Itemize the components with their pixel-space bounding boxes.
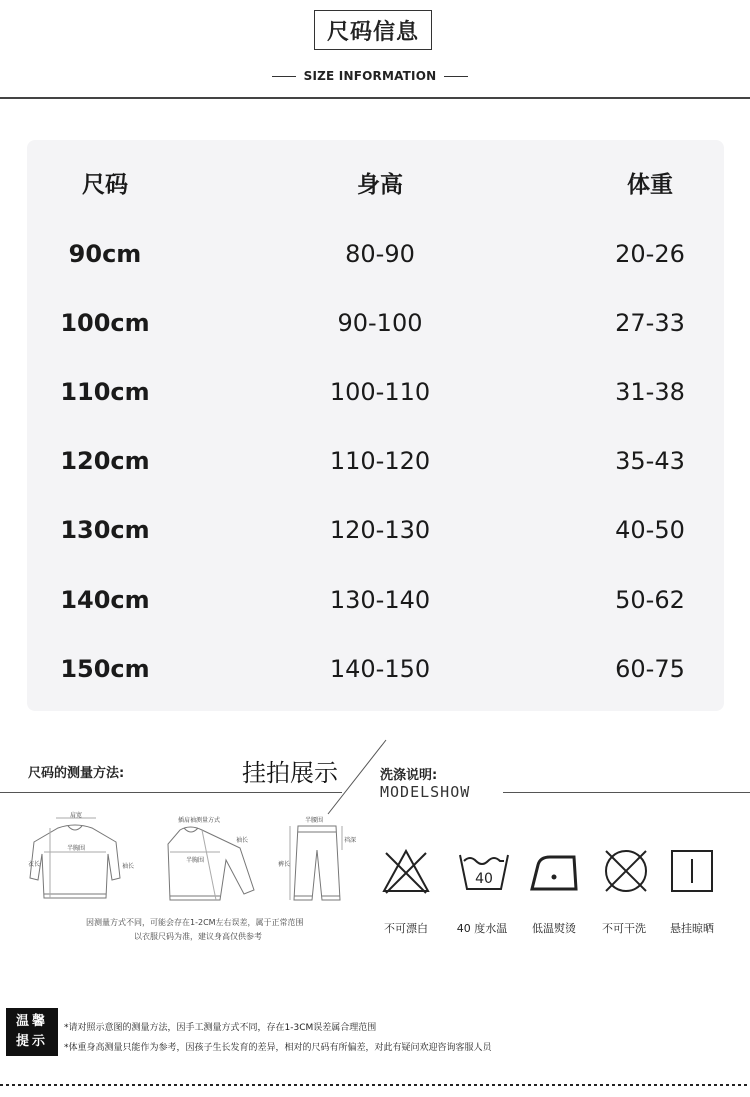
low-iron-icon	[528, 845, 580, 897]
table-row	[27, 234, 724, 274]
notice-line: *体重身高测量只能作为参考，因孩子生长发育的差异，相对的尺码有所偏差，对此有疑问欢迎咨询客服人员	[64, 1043, 492, 1053]
table-row	[27, 649, 724, 689]
section-divider-right	[503, 792, 750, 793]
height-cell: 100-110	[329, 378, 431, 406]
wash-40-icon	[458, 845, 510, 897]
care-label-wash-temp: 40 度水温	[456, 922, 508, 935]
model-show-english: MODELSHOW	[380, 783, 471, 801]
sweater-diagram-icon	[30, 818, 120, 898]
page-title: 尺码信息	[314, 10, 432, 50]
height-cell: 80-90	[345, 240, 415, 268]
notice-badge-line1: 温馨	[15, 1014, 48, 1029]
sleeve-length-label: 袖长	[122, 863, 135, 870]
raglan-bust-label: 半胸围	[185, 857, 205, 864]
column-header-size: 尺码	[82, 172, 128, 198]
washing-instructions-label: 洗涤说明:	[380, 768, 438, 783]
care-label-no-dry-clean: 不可干洗	[602, 922, 646, 935]
wash-temp-text: 40	[475, 871, 493, 887]
height-cell: 140-150	[329, 655, 431, 683]
weight-cell: 20-26	[615, 240, 685, 268]
notice-badge-line2: 提示	[15, 1034, 48, 1049]
raglan-sleeve-label: 袖长	[236, 837, 249, 844]
size-cell: 140cm	[60, 586, 150, 614]
raglan-title-label: 插肩袖测量方式	[178, 817, 221, 824]
care-label-low-iron: 低温熨烫	[532, 922, 576, 935]
bust-label: 半胸围	[66, 845, 86, 852]
size-cell: 100cm	[60, 309, 150, 337]
size-cell: 110cm	[60, 378, 150, 406]
subtitle-dash-left	[272, 76, 296, 77]
no-bleach-icon	[380, 845, 432, 897]
measurement-method-label: 尺码的测量方法:	[28, 766, 125, 781]
model-show-label: 挂拍展示	[242, 759, 338, 787]
measurement-note: 以衣服尺码为准，建议身高仅供参考	[134, 932, 262, 941]
weight-cell: 31-38	[615, 378, 685, 406]
notice-badge	[6, 1008, 58, 1056]
header-divider	[0, 97, 750, 99]
size-cell: 130cm	[60, 516, 150, 544]
measurement-note: 因测量方式不同，可能会存在1-2CM左右误差，属于正常范围	[86, 918, 304, 927]
length-label: 衣长	[28, 861, 41, 868]
care-label-no-bleach: 不可漂白	[384, 922, 428, 935]
weight-cell: 50-62	[615, 586, 685, 614]
table-row	[27, 303, 724, 343]
size-cell: 90cm	[68, 240, 142, 268]
care-label-hang-dry: 悬挂晾晒	[670, 922, 714, 935]
weight-cell: 35-43	[615, 447, 685, 475]
table-header-row	[27, 165, 724, 205]
section-divider-left	[0, 792, 342, 793]
diagonal-divider	[320, 738, 400, 818]
pants-rise-label: 裆深	[344, 837, 357, 844]
height-cell: 120-130	[329, 516, 431, 544]
weight-cell: 40-50	[615, 516, 685, 544]
height-cell: 90-100	[337, 309, 423, 337]
hang-dry-icon	[668, 845, 720, 897]
shoulder-width-label: 肩宽	[69, 812, 83, 819]
pants-diagram-icon	[290, 826, 342, 900]
subtitle-row	[270, 67, 470, 85]
weight-cell: 27-33	[615, 309, 685, 337]
height-cell: 110-120	[329, 447, 431, 475]
table-row	[27, 441, 724, 481]
column-header-weight: 体重	[627, 172, 673, 198]
notice-line: *请对照示意图的测量方法，因手工测量方式不同，存在1-3CM误差属合理范围	[64, 1023, 377, 1033]
page-subtitle: SIZE INFORMATION	[303, 69, 437, 83]
table-row	[27, 372, 724, 412]
table-row	[27, 510, 724, 550]
table-row	[27, 580, 724, 620]
subtitle-dash-right	[444, 76, 468, 77]
height-cell: 130-140	[329, 586, 431, 614]
bottom-divider	[0, 1084, 750, 1086]
pants-waist-label: 半腰围	[305, 817, 324, 824]
weight-cell: 60-75	[615, 655, 685, 683]
no-dry-clean-icon	[600, 845, 652, 897]
size-cell: 150cm	[60, 655, 150, 683]
garment-measurement-diagram	[30, 808, 360, 908]
pants-length-label: 裤长	[278, 861, 291, 868]
size-table	[27, 140, 724, 711]
size-cell: 120cm	[60, 447, 150, 475]
column-header-height: 身高	[357, 172, 403, 198]
